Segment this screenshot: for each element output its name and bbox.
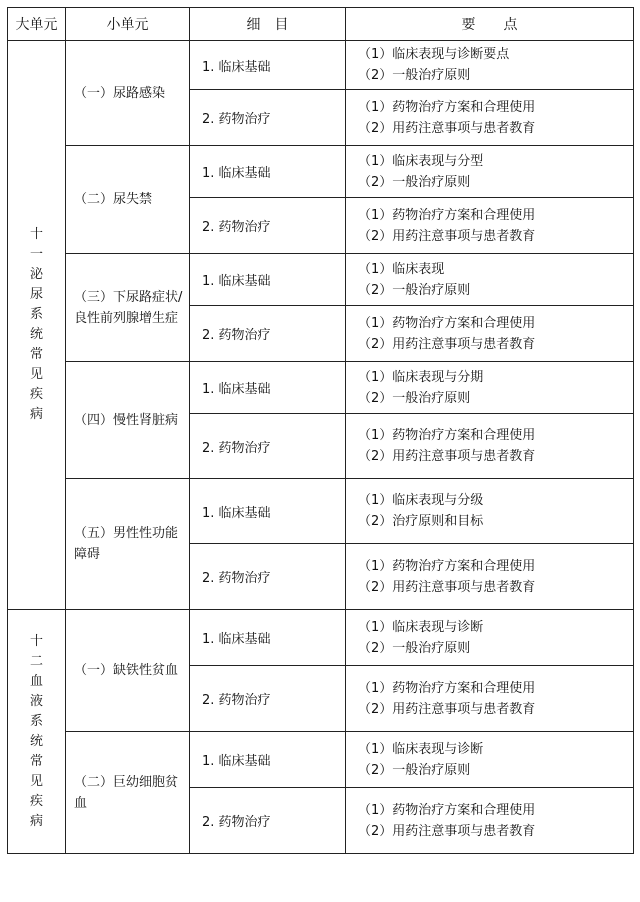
key-points-cell: [346, 362, 634, 414]
key-points-cell: [346, 732, 634, 788]
key-point: （1）临床表现与分期: [358, 369, 484, 385]
detail-item-cell: 2. 药物治疗: [190, 90, 346, 146]
sub-unit-cell: （四）慢性肾脏病: [66, 362, 190, 479]
key-points-cell: [346, 479, 634, 544]
table-row: [8, 146, 634, 198]
key-points-cell: [346, 198, 634, 254]
header-cell: 细 目: [190, 8, 346, 41]
key-point: （2）治疗原则和目标: [358, 514, 484, 529]
key-point: （1）药物治疗方案和合理使用: [358, 315, 536, 331]
key-point: （2）一般治疗原则: [358, 174, 471, 190]
detail-item-cell: 2. 药物治疗: [190, 414, 346, 479]
header-row: [8, 8, 634, 41]
table-row: [8, 479, 634, 544]
detail-item-cell: 1. 临床基础: [190, 610, 346, 666]
detail-item-cell: 2. 药物治疗: [190, 306, 346, 362]
key-points-cell: [346, 544, 634, 610]
detail-item-cell: 1. 临床基础: [190, 254, 346, 306]
key-points-cell: [346, 788, 634, 854]
key-point: （1）药物治疗方案和合理使用: [358, 428, 536, 443]
header-cell: 大单元: [8, 8, 66, 41]
key-point: （1）药物治疗方案和合理使用: [358, 558, 536, 574]
key-point: （1）临床表现与诊断: [358, 741, 484, 757]
key-point: （1）临床表现与分型: [358, 153, 484, 169]
key-point: （2）用药注意事项与患者教育: [358, 579, 536, 595]
header-cell: 要 点: [346, 8, 634, 41]
detail-item-cell: 2. 药物治疗: [190, 788, 346, 854]
key-points-cell: [346, 666, 634, 732]
detail-item-cell: 1. 临床基础: [190, 41, 346, 90]
key-points-cell: [346, 90, 634, 146]
key-point: （2）用药注意事项与患者教育: [358, 823, 536, 839]
key-point: （2）一般治疗原则: [358, 390, 471, 406]
table-row: [8, 362, 634, 414]
key-point: （1）药物治疗方案和合理使用: [358, 680, 536, 696]
key-point: （1）临床表现与诊断: [358, 619, 484, 635]
detail-item-cell: 1. 临床基础: [190, 732, 346, 788]
table-row: [8, 610, 634, 666]
header-cell: 小单元: [66, 8, 190, 41]
sub-unit-cell: （五）男性性功能障碍: [66, 479, 190, 610]
major-unit-cell: [8, 610, 66, 854]
sub-unit-cell: （一）尿路感染: [66, 41, 190, 146]
key-point: （1）临床表现: [358, 261, 445, 277]
table-row: [8, 41, 634, 90]
key-point: （1）药物治疗方案和合理使用: [358, 207, 536, 223]
detail-item-cell: 1. 临床基础: [190, 146, 346, 198]
key-point: （2）一般治疗原则: [358, 640, 471, 656]
key-points-cell: [346, 306, 634, 362]
key-point: （2）一般治疗原则: [358, 68, 471, 83]
key-point: （2）用药注意事项与患者教育: [358, 120, 536, 136]
detail-item-cell: 2. 药物治疗: [190, 666, 346, 732]
detail-item-cell: 2. 药物治疗: [190, 198, 346, 254]
table-row: [8, 254, 634, 306]
major-unit-label: 十二 血液系统常见疾病: [29, 633, 57, 829]
sub-unit-cell: （三）下尿路症状/良性前列腺增生症: [66, 254, 190, 362]
key-point: （2）用药注意事项与患者教育: [358, 336, 536, 352]
key-point: （1）药物治疗方案和合理使用: [358, 99, 536, 115]
sub-unit-cell: （一）缺铁性贫血: [66, 610, 190, 732]
major-unit-label: 十一 泌尿系统常见疾病: [29, 227, 57, 422]
key-point: （2）用药注意事项与患者教育: [358, 701, 536, 717]
key-point: （1）药物治疗方案和合理使用: [358, 802, 536, 818]
table-body: [8, 41, 634, 854]
key-points-cell: [346, 254, 634, 306]
key-point: （1）临床表现与诊断要点: [358, 47, 510, 62]
key-point: （2）一般治疗原则: [358, 282, 471, 298]
key-point: （1）临床表现与分级: [358, 493, 484, 508]
key-point: （2）用药注意事项与患者教育: [358, 228, 536, 244]
syllabus-table: [7, 7, 634, 854]
key-points-cell: [346, 610, 634, 666]
key-points-cell: [346, 414, 634, 479]
detail-item-cell: 1. 临床基础: [190, 362, 346, 414]
key-points-cell: [346, 146, 634, 198]
key-points-cell: [346, 41, 634, 90]
sub-unit-cell: （二）巨幼细胞贫血: [66, 732, 190, 854]
key-point: （2）用药注意事项与患者教育: [358, 449, 536, 464]
detail-item-cell: 1. 临床基础: [190, 479, 346, 544]
sub-unit-cell: （二）尿失禁: [66, 146, 190, 254]
table-row: [8, 732, 634, 788]
major-unit-cell: [8, 41, 66, 610]
detail-item-cell: 2. 药物治疗: [190, 544, 346, 610]
key-point: （2）一般治疗原则: [358, 762, 471, 778]
